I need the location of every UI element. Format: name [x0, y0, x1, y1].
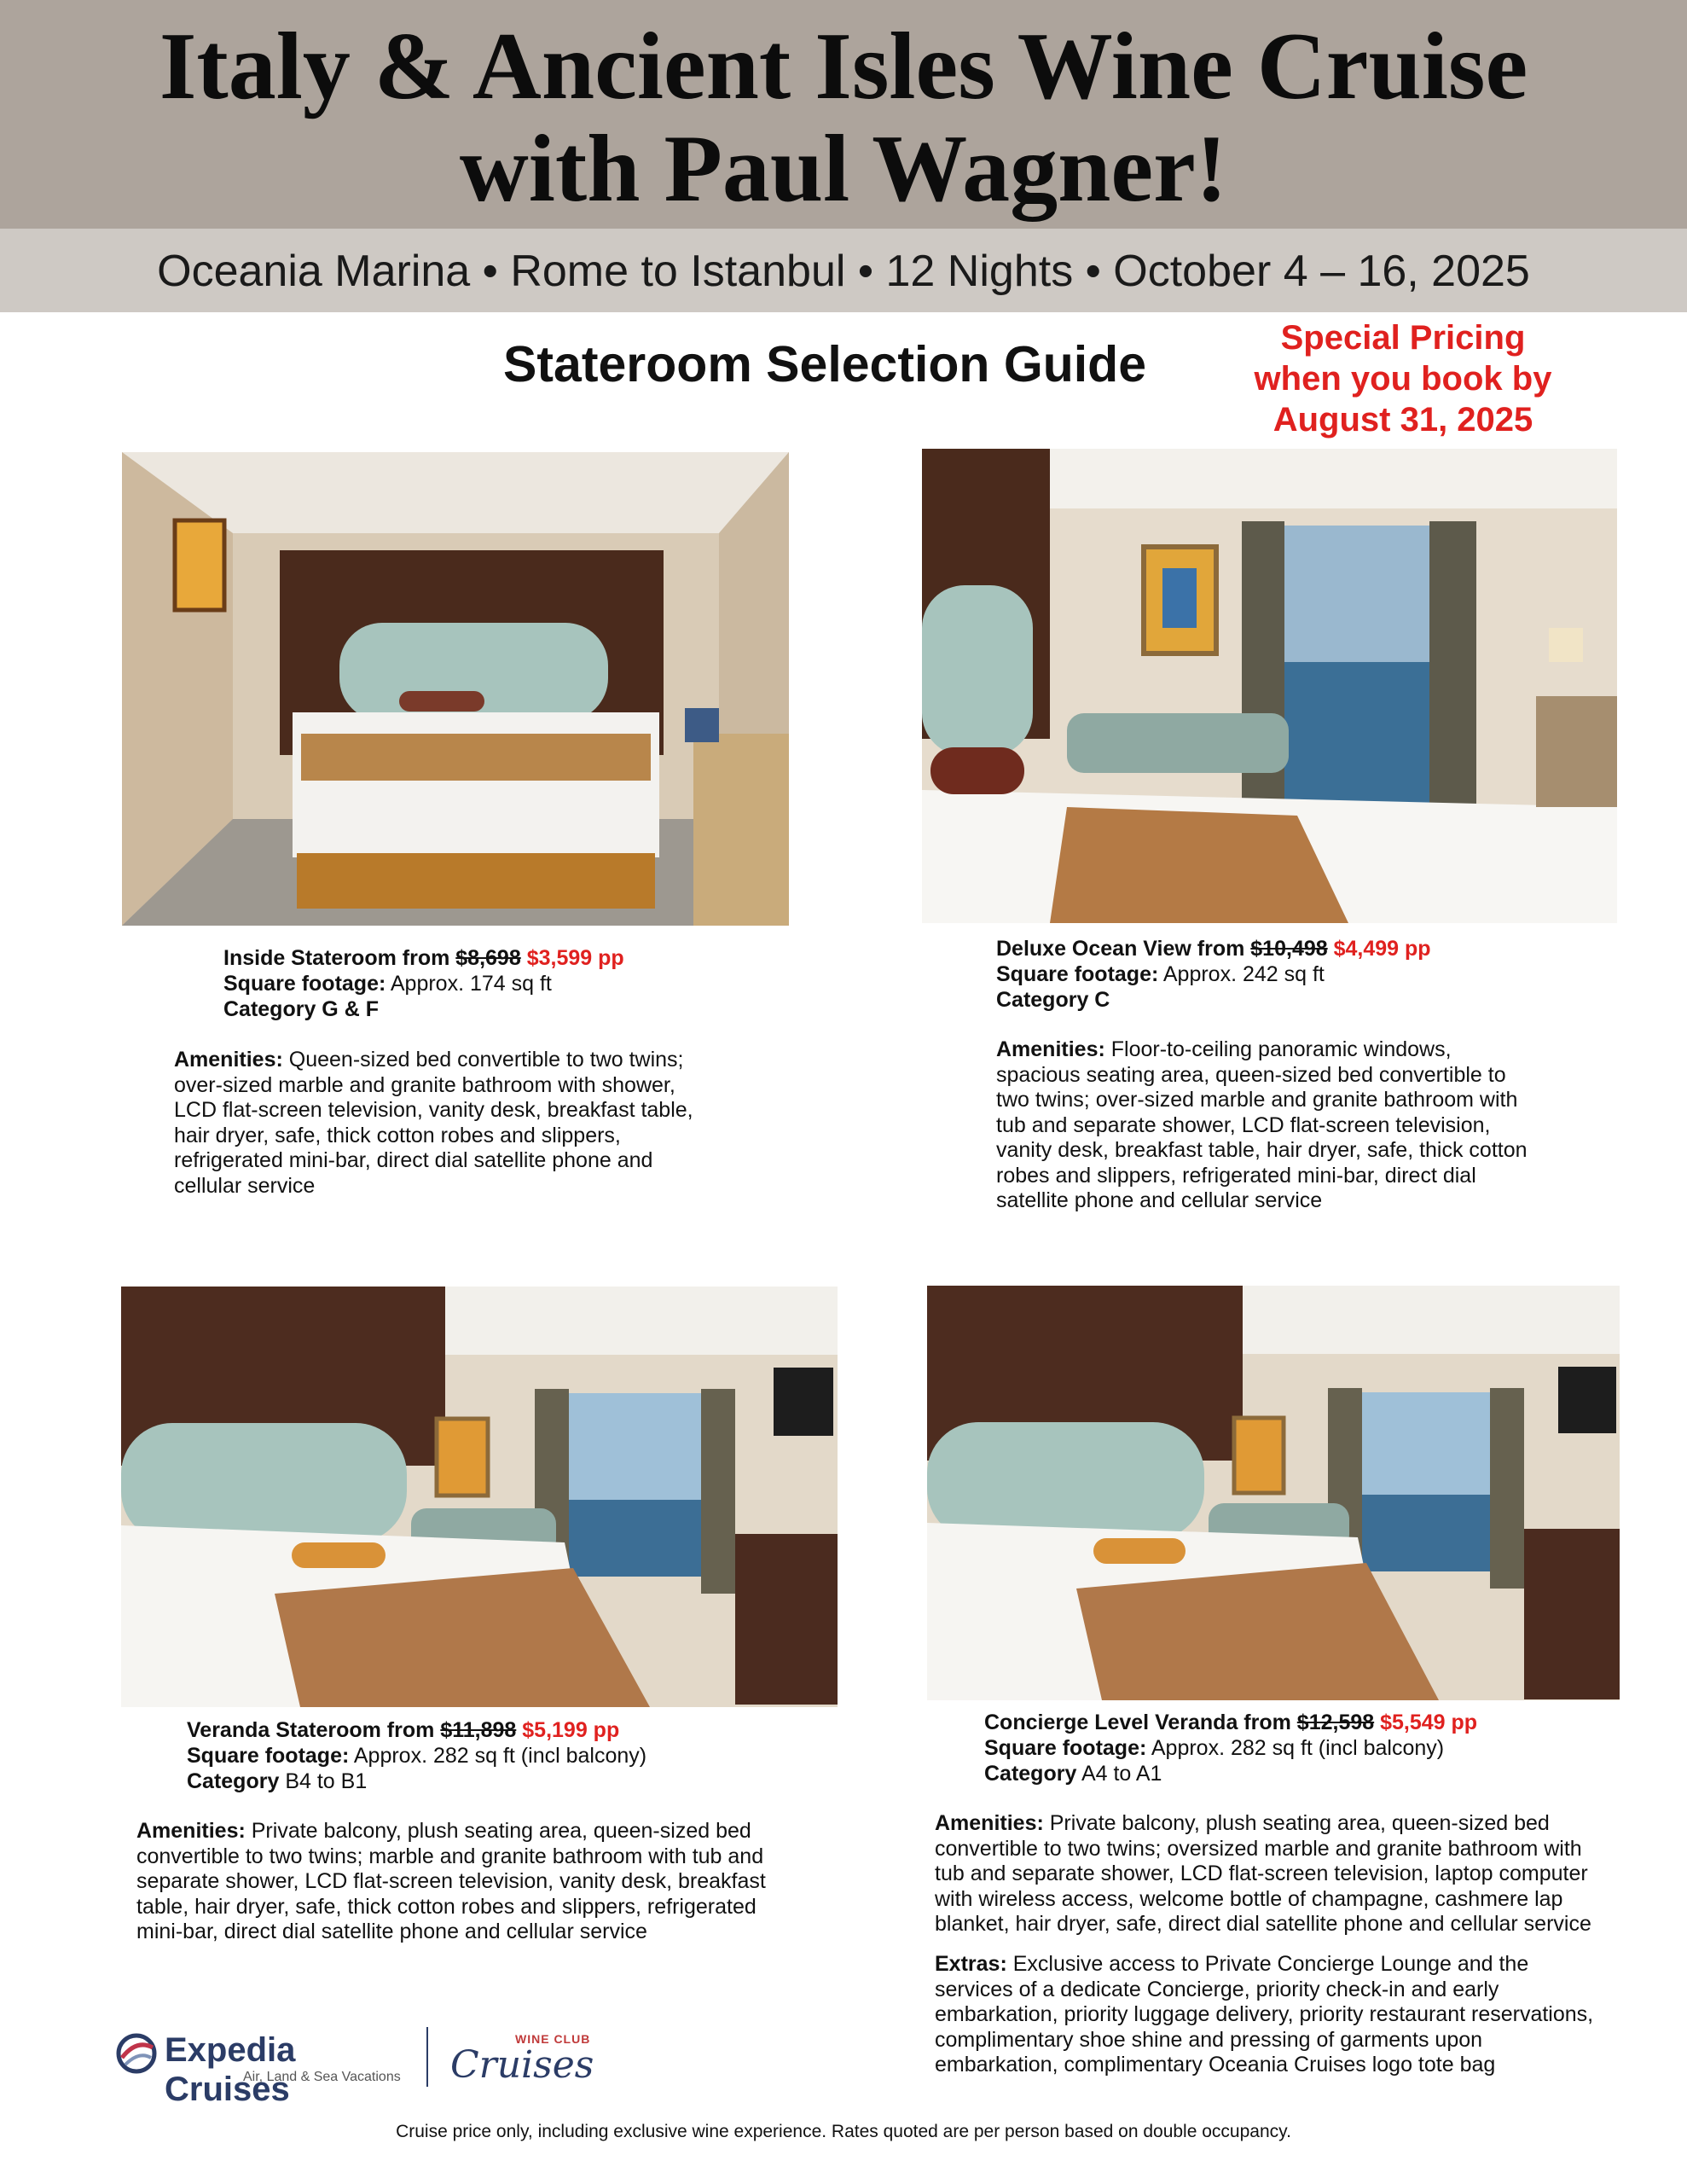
- deluxe-new-price: $4,499 pp: [1333, 937, 1431, 961]
- veranda-old-price: $11,898: [440, 1718, 517, 1742]
- extras-line: embarkation, priority luggage delivery, priority restaurant reservations,: [935, 2002, 1594, 2026]
- wine-club-label: WINE CLUB: [515, 2032, 591, 2046]
- concierge-amenities: [935, 1811, 1591, 1937]
- deluxe-ocean-view-photo: [922, 449, 1617, 923]
- concierge-amenities-label: Amenities:: [935, 1811, 1044, 1835]
- concierge-category-line: [984, 1761, 1477, 1786]
- wine-club-cruises-logo: [443, 2022, 614, 2090]
- special-pricing-note: [1228, 317, 1578, 440]
- deluxe-old-price: $10,498: [1250, 937, 1328, 961]
- expedia-cruises-logo: [115, 2030, 422, 2108]
- amenities-line: Floor-to-ceiling panoramic windows,: [1104, 1037, 1452, 1061]
- extras-line: Exclusive access to Private Concierge Lounge and the: [1006, 1952, 1529, 1976]
- inside-category-label: Category G & F: [223, 997, 379, 1021]
- inside-sqft-line: [223, 971, 624, 996]
- deluxe-ocean-view-details: [996, 936, 1431, 1013]
- inside-category-line: [223, 996, 624, 1022]
- concierge-sqft-label: Square footage:: [984, 1736, 1147, 1760]
- guide-title: Stateroom Selection Guide: [503, 336, 1147, 392]
- inside-old-price: $8,698: [455, 946, 521, 970]
- trip-subtitle: Oceania Marina • Rome to Istanbul • 12 Nights • October 4 – 16, 2025: [157, 247, 1530, 296]
- inside-amenities-label: Amenities:: [174, 1048, 283, 1072]
- veranda-amenities: [136, 1819, 766, 1945]
- inside-price-line: [223, 945, 624, 971]
- special-line-1: Special Pricing: [1280, 319, 1526, 357]
- special-line-2: when you book by: [1254, 360, 1552, 398]
- veranda-price-line: [187, 1717, 646, 1743]
- amenities-line: spacious seating area, queen-sized bed convertible to: [996, 1062, 1506, 1087]
- concierge-category-value: A4 to A1: [1076, 1762, 1162, 1786]
- concierge-sqft-line: [984, 1735, 1477, 1761]
- special-line-3: August 31, 2025: [1272, 401, 1533, 439]
- inside-stateroom-photo: [122, 452, 789, 926]
- concierge-veranda-photo: [927, 1286, 1620, 1700]
- amenities-line: separate shower, LCD flat-screen television, vanity desk, breakfast: [136, 1869, 766, 1893]
- amenities-line: vanity desk, breakfast table, hair dryer, safe, thick cotton: [996, 1138, 1528, 1162]
- expedia-name: Expedia Cruises: [165, 2031, 296, 2108]
- veranda-category-value: B4 to B1: [279, 1769, 368, 1793]
- amenities-line: table, hair dryer, safe, thick cotton robes and slippers, refrigerated: [136, 1894, 757, 1919]
- amenities-line: hair dryer, safe, thick cotton robes and slippers,: [174, 1123, 621, 1147]
- concierge-extras-label: Extras:: [935, 1952, 1007, 1976]
- expedia-globe-icon: [115, 2032, 158, 2075]
- deluxe-amenities: [996, 1037, 1528, 1214]
- deluxe-category-label: Category C: [996, 988, 1110, 1012]
- amenities-line: tub and separate shower, LCD flat-screen television, laptop computer: [935, 1862, 1588, 1885]
- veranda-name: Veranda Stateroom from: [187, 1718, 441, 1742]
- expedia-tagline: Air, Land & Sea Vacations: [243, 2070, 401, 2084]
- inside-sqft-label: Square footage:: [223, 972, 386, 996]
- amenities-line: mini-bar, direct dial satellite phone and cellular service: [136, 1920, 647, 1943]
- concierge-veranda-details: [984, 1710, 1477, 1786]
- deluxe-price-line: [996, 936, 1431, 961]
- veranda-category-label: Category: [187, 1769, 280, 1793]
- footer-disclaimer: Cruise price only, including exclusive wine experience. Rates quoted are per person based on double occupancy.: [396, 2122, 1291, 2141]
- amenities-line: cellular service: [174, 1173, 316, 1198]
- inside-sqft-value: Approx. 174 sq ft: [386, 972, 552, 996]
- veranda-category-line: [187, 1769, 646, 1794]
- inside-new-price: $3,599 pp: [526, 946, 624, 970]
- deluxe-sqft-label: Square footage:: [996, 962, 1159, 986]
- wine-cruises-wordmark: Cruises: [450, 2043, 594, 2087]
- concierge-old-price: $12,598: [1296, 1711, 1375, 1734]
- logo-divider: [426, 2027, 428, 2087]
- inside-name: Inside Stateroom from: [223, 946, 456, 970]
- deluxe-category-line: [996, 987, 1431, 1013]
- concierge-extras: [935, 1952, 1593, 2078]
- concierge-category-label: Category: [984, 1762, 1077, 1786]
- deluxe-name: Deluxe Ocean View from: [996, 937, 1251, 961]
- extras-line: complimentary shoe shine and pressing of garments upon: [935, 2027, 1483, 2052]
- title-line-1: Italy & Ancient Isles Wine Cruise: [159, 14, 1528, 119]
- concierge-name: Concierge Level Veranda from: [984, 1711, 1297, 1734]
- amenities-line: LCD flat-screen television, vanity desk, breakfast table,: [174, 1098, 693, 1122]
- deluxe-sqft-line: [996, 961, 1431, 987]
- amenities-line: Private balcony, plush seating area, queen-sized bed: [1043, 1811, 1550, 1835]
- amenities-line: convertible to two twins; oversized marble and granite bathroom with: [935, 1836, 1582, 1861]
- concierge-new-price: $5,549 pp: [1380, 1711, 1478, 1734]
- inside-amenities: [174, 1048, 693, 1199]
- inside-stateroom-details: [223, 945, 624, 1022]
- veranda-sqft-value: Approx. 282 sq ft (incl balcony): [349, 1744, 647, 1768]
- amenities-line: over-sized marble and granite bathroom with shower,: [174, 1072, 675, 1097]
- veranda-stateroom-photo: [121, 1287, 838, 1707]
- amenities-line: Queen-sized bed convertible to two twins;: [282, 1048, 684, 1072]
- deluxe-sqft-value: Approx. 242 sq ft: [1158, 962, 1325, 986]
- extras-line: services of a dedicate Concierge, priority check-in and early: [935, 1977, 1499, 2001]
- veranda-new-price: $5,199 pp: [522, 1718, 620, 1742]
- concierge-price-line: [984, 1710, 1477, 1735]
- amenities-line: with wireless access, welcome bottle of champagne, cashmere lap: [935, 1886, 1563, 1911]
- page-title: [0, 15, 1687, 220]
- amenities-line: convertible to two twins; marble and granite bathroom with tub and: [136, 1844, 764, 1868]
- amenities-line: refrigerated mini-bar, direct dial satellite phone and: [174, 1148, 653, 1172]
- deluxe-amenities-label: Amenities:: [996, 1037, 1105, 1061]
- amenities-line: blanket, hair dryer, safe, direct dial satellite phone and cellular service: [935, 1912, 1591, 1936]
- amenities-line: robes and slippers, refrigerated mini-bar, direct dial: [996, 1163, 1476, 1188]
- title-line-2: with Paul Wagner!: [459, 116, 1228, 222]
- amenities-line: satellite phone and cellular service: [996, 1188, 1323, 1212]
- concierge-sqft-value: Approx. 282 sq ft (incl balcony): [1146, 1736, 1445, 1760]
- amenities-line: Private balcony, plush seating area, queen-sized bed: [245, 1819, 751, 1843]
- amenities-line: two twins; over-sized marble and granite bathroom with: [996, 1088, 1518, 1112]
- amenities-line: tub and separate shower, LCD flat-screen television,: [996, 1112, 1491, 1137]
- extras-line: embarkation, complimentary Oceania Cruises logo tote bag: [935, 2053, 1496, 2077]
- veranda-stateroom-details: [187, 1717, 646, 1794]
- veranda-sqft-line: [187, 1743, 646, 1769]
- veranda-sqft-label: Square footage:: [187, 1744, 350, 1768]
- veranda-amenities-label: Amenities:: [136, 1819, 246, 1843]
